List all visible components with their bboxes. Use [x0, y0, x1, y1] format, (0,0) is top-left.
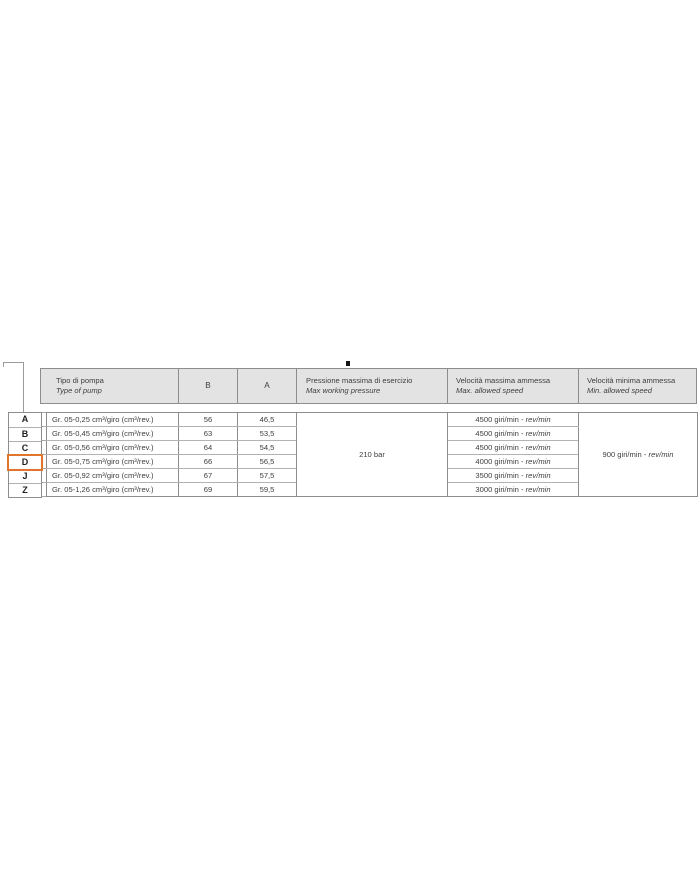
pressure-value: 210 bar — [359, 449, 385, 459]
dim-a-cell: 53,5 — [238, 427, 297, 441]
header-dim-b-label: B — [205, 380, 211, 390]
min-speed-cell — [579, 413, 698, 497]
max-speed-value: 4500 giri/min - — [475, 442, 526, 452]
max-speed-cell — [448, 483, 579, 497]
header-pressure — [297, 369, 448, 403]
max-speed-value: 3000 giri/min - — [475, 484, 526, 494]
max-speed-cell — [448, 441, 579, 455]
dim-a-cell: 56,5 — [238, 455, 297, 469]
max-speed-value: 4500 giri/min - — [475, 414, 526, 424]
header-pressure-en: Max working pressure — [306, 386, 381, 395]
table-row — [47, 413, 698, 427]
callout-vertical-line — [23, 362, 24, 413]
header-min-speed-it: Velocità minima ammessa — [587, 375, 676, 385]
max-speed-unit: rev/min — [525, 470, 551, 480]
row-letter-a: A — [21, 414, 29, 424]
row-letter-j: J — [9, 469, 41, 483]
header-max-speed-it: Velocità massima ammessa — [456, 375, 551, 385]
dim-a-cell: 54,5 — [238, 441, 297, 455]
max-speed-value: 3500 giri/min - — [475, 470, 526, 480]
header-max-speed-en: Max. allowed speed — [456, 386, 524, 395]
header-pump-type-en: Type of pump — [56, 386, 102, 395]
max-speed-cell — [448, 469, 579, 483]
dim-b-cell: 56 — [179, 413, 238, 427]
dim-b-cell: 69 — [179, 483, 238, 497]
max-speed-cell — [448, 455, 579, 469]
callout-horizontal-line — [3, 362, 24, 363]
pump-type-cell: Gr. 05-0,45 cm³/giro (cm³/rev.) — [47, 427, 179, 441]
header-pump-type — [41, 369, 179, 403]
dim-a-cell: 46,5 — [238, 413, 297, 427]
dim-b-cell: 64 — [179, 441, 238, 455]
pump-type-cell: Gr. 05-0,92 cm³/giro (cm³/rev.) — [47, 469, 179, 483]
max-speed-unit: rev/min — [525, 484, 551, 494]
max-speed-unit: rev/min — [525, 442, 551, 452]
pump-type-cell: Gr. 05-0,25 cm³/giro (cm³/rev.) — [47, 413, 179, 427]
pressure-cell — [297, 413, 448, 497]
header-dim-a-label: A — [264, 380, 270, 390]
header-pump-type-it: Tipo di pompa — [56, 375, 104, 385]
header-min-speed — [579, 369, 696, 403]
min-speed-value: 900 giri/min - — [602, 449, 649, 459]
dim-b-cell: 66 — [179, 455, 238, 469]
row-letter-b: B — [9, 427, 41, 441]
max-speed-cell — [448, 413, 579, 427]
table-header — [40, 368, 697, 404]
header-pressure-it: Pressione massima di esercizio — [306, 375, 413, 385]
pump-type-cell: Gr. 05-0,75 cm³/giro (cm³/rev.) — [47, 455, 179, 469]
dim-a-cell: 59,5 — [238, 483, 297, 497]
pump-type-cell: Gr. 05-0,56 cm³/giro (cm³/rev.) — [47, 441, 179, 455]
max-speed-unit: rev/min — [525, 414, 551, 424]
header-max-speed — [448, 369, 579, 403]
max-speed-value: 4000 giri/min - — [475, 456, 526, 466]
row-letter-z: Z — [9, 483, 41, 497]
min-speed-unit: rev/min — [648, 449, 674, 459]
max-speed-unit: rev/min — [525, 456, 551, 466]
max-speed-value: 4500 giri/min - — [475, 428, 526, 438]
pump-type-cell: Gr. 05-1,26 cm³/giro (cm³/rev.) — [47, 483, 179, 497]
max-speed-unit: rev/min — [525, 428, 551, 438]
dim-a-cell: 57,5 — [238, 469, 297, 483]
row-letter-c: C — [9, 441, 41, 455]
header-min-speed-en: Min. allowed speed — [587, 386, 653, 395]
pump-data-table — [46, 412, 698, 497]
highlight-box-d — [7, 454, 43, 471]
header-dim-a — [238, 369, 297, 403]
row-letter-d: D — [9, 455, 41, 469]
page-artifact-dot — [346, 361, 350, 366]
dim-b-cell: 67 — [179, 469, 238, 483]
max-speed-cell — [448, 427, 579, 441]
header-dim-b — [179, 369, 238, 403]
dim-b-cell: 63 — [179, 427, 238, 441]
